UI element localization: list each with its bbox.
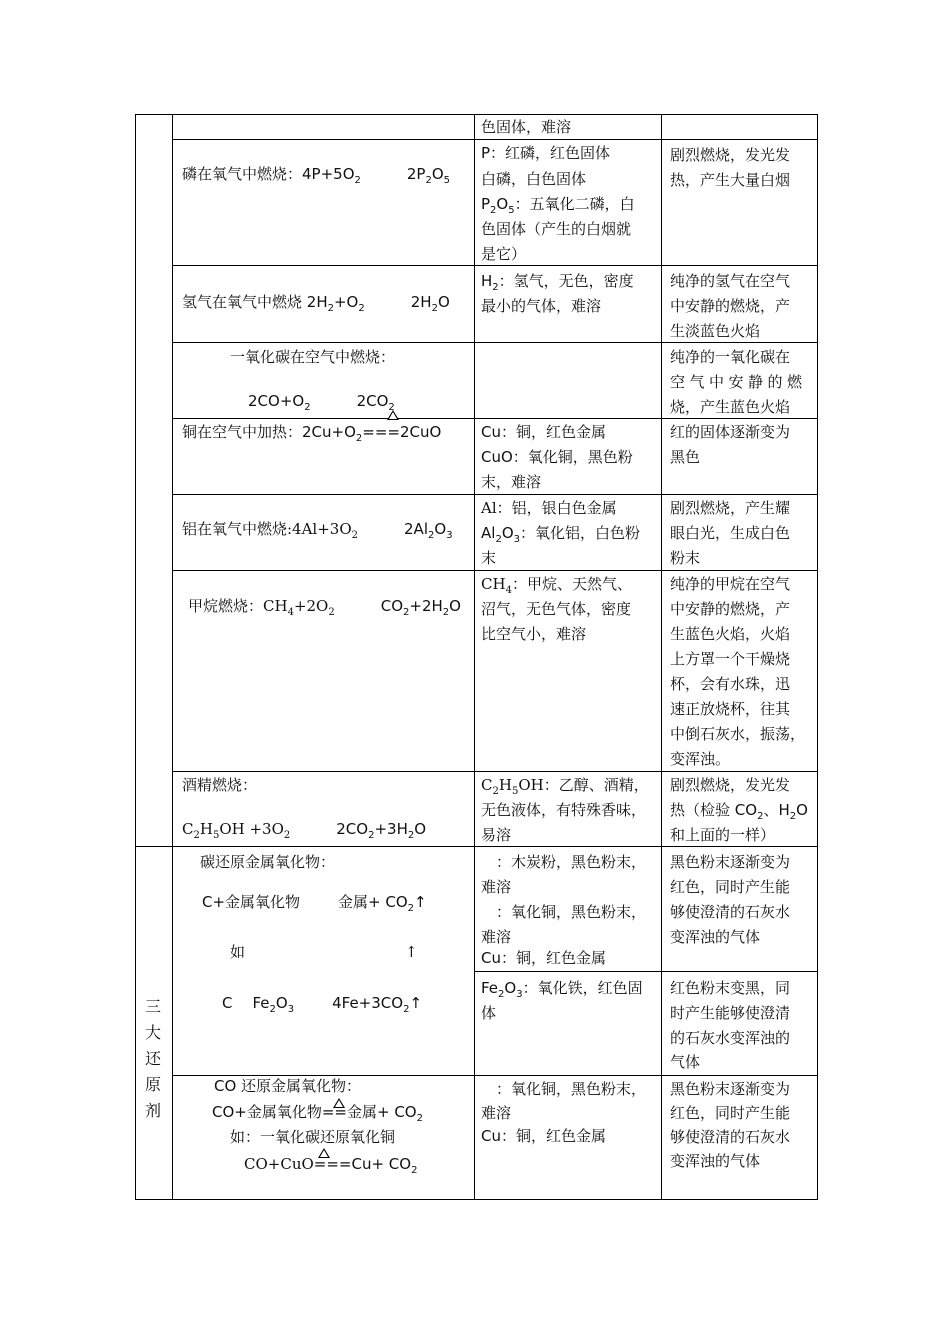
co-example-equation: $CO+CuO===Cu+ CO_2$ (244, 1155, 418, 1176)
iron-oxide-desc-1: $Fe_2O_3$：氧化铁，红色固 (481, 979, 643, 1000)
row6-phen-5: 杯，会有水珠，迅 (670, 675, 791, 693)
section-label: 三 大 还 原 剂 (144, 997, 161, 1120)
table-border-left (135, 114, 136, 1200)
row2-equation: 氢气在氧气中燃烧 $2H_2+O_2$ $2H_2O$ (182, 293, 450, 314)
carbon-general-equation: C+金属氧化物 金属+ $CO_2↑$ (202, 893, 427, 914)
row1-phen-2: 热，产生大量白烟 (670, 171, 791, 189)
row6-phen-8: 变浑浊。 (670, 750, 731, 768)
table-border-right (817, 114, 818, 1200)
row6-phen-7: 中倒石灰水，振荡， (670, 725, 806, 743)
table-col-line-1 (172, 114, 173, 1200)
row6-phen-4: 上方罩一个干燥烧 (670, 650, 791, 668)
co-phen-3: 够使澄清的石灰水 (670, 1128, 791, 1146)
carbon-desc-4: 难溶 (481, 928, 512, 946)
carbon-desc-1: ：木炭粉，黑色粉末， (496, 853, 647, 871)
row0-desc: 色固体，难溶 (481, 118, 572, 136)
row4-phen-1: 红的固体逐渐变为 (670, 423, 791, 441)
co-desc-1: ：氧化铜，黑色粉末， (496, 1080, 647, 1098)
heat-triangle-icon (318, 1148, 330, 1158)
iron-oxide-phen-4: 气体 (670, 1053, 701, 1071)
row1-desc-5: 是它） (481, 245, 527, 263)
row1-desc-2: 白磷，白色固体 (481, 170, 587, 188)
row3-equation: 一氧化碳在空气中燃烧： (230, 348, 396, 366)
co-desc-3: Cu：铜，红色金属 (481, 1127, 606, 1145)
row3-phen-2: 空气中安静的燃 (670, 373, 807, 391)
row1-desc-4: 色固体（产生的白烟就 (481, 220, 632, 238)
co-title: CO 还原金属氧化物： (214, 1077, 362, 1095)
row2-phen-2: 中安静的燃烧，产 (670, 297, 791, 315)
row7-phen-1: 剧烈燃烧，发光发 (670, 776, 791, 794)
row2-desc-1: $H_2$：氢气，无色，密度 (481, 272, 634, 293)
co-example-label: 如：一氧化碳还原氧化铜 (230, 1128, 396, 1146)
row1-desc-3: $P_2O_5$：五氧化二磷，白 (481, 195, 635, 216)
row1-equation: 磷在氧气中燃烧：$4P+5O_2$ $2P_2O_5$ (182, 165, 451, 186)
row6-equation: 甲烷燃烧：$CH_4+2O_2$ $CO_2+2H_2O$ (188, 597, 461, 618)
row1-desc-1: P：红磷，红色固体 (481, 144, 611, 162)
co-phen-4: 变浑浊的气体 (670, 1152, 761, 1170)
row4-phen-2: 黑色 (670, 448, 701, 466)
carbon-phen-1: 黑色粉末逐渐变为 (670, 853, 791, 871)
row7-desc-3: 易溶 (481, 826, 512, 844)
row7-equation: 酒精燃烧： (182, 776, 258, 794)
row6-phen-6: 速正放烧杯，往其 (670, 700, 791, 718)
row7-desc-1: $C_2H_5OH$：乙醇、酒精， (481, 776, 649, 797)
row5-phen-2: 眼白光，生成白色 (670, 524, 791, 542)
row7-phen-3: 和上面的一样） (670, 826, 776, 844)
row2-phen-3: 生淡蓝色火焰 (670, 322, 761, 340)
co-desc-2: 难溶 (481, 1104, 512, 1122)
row7-desc-2: 无色液体，有特殊香味， (481, 801, 647, 819)
row2-phen-1: 纯净的氢气在空气 (670, 272, 791, 290)
row5-phen-1: 剧烈燃烧，产生耀 (670, 499, 791, 517)
carbon-example-equation: C $Fe_2O_3$ $4Fe+3CO_2↑$ (222, 994, 423, 1015)
row-line (474, 971, 818, 972)
iron-oxide-desc-2: 体 (481, 1004, 497, 1022)
row5-equation: 铝在氧气中燃烧$:4Al+3O_2$ $2Al_2O_3$ (182, 520, 453, 541)
row1-phen-1: 剧烈燃烧，发光发 (670, 146, 791, 164)
row6-desc-2: 沼气，无色气体，密度 (481, 600, 632, 618)
row4-desc-2: CuO：氧化铜，黑色粉 (481, 448, 633, 466)
row3-phen-3: 烧，产生蓝色火焰 (670, 398, 791, 416)
row6-desc-1: $CH_4$：甲烷、天然气、 (481, 575, 632, 596)
carbon-phen-4: 变浑浊的气体 (670, 928, 761, 946)
table-col-line-2 (474, 114, 475, 1200)
row5-desc-2: $Al_2O_3$：氧化铝，白色粉 (481, 524, 641, 545)
carbon-phen-2: 红色，同时产生能 (670, 878, 791, 896)
row4-desc-1: Cu：铜，红色金属 (481, 423, 606, 441)
iron-oxide-phen-2: 时产生能够使澄清 (670, 1004, 791, 1022)
co-general-equation: CO+金属氧化物==金属+ $CO_2$ (212, 1103, 423, 1124)
table-col-line-3 (661, 114, 662, 1200)
iron-oxide-phen-1: 红色粉末变黑，同 (670, 979, 791, 997)
row3-equation-formula: $2CO+O_2$ $2CO_2$ (248, 392, 395, 413)
heat-triangle-icon (387, 410, 399, 420)
carbon-phen-3: 够使澄清的石灰水 (670, 903, 791, 921)
row2-desc-2: 最小的气体，难溶 (481, 297, 602, 315)
row3-phen-1: 纯净的一氧化碳在 (670, 348, 791, 366)
carbon-desc-5: Cu：铜，红色金属 (481, 949, 606, 967)
row7-phen-2: 热（检验 $CO_2$、$H_2O$ (670, 801, 808, 822)
row6-phen-3: 生蓝色火焰，火焰 (670, 625, 791, 643)
table-border-top (135, 114, 818, 115)
co-phen-2: 红色，同时产生能 (670, 1104, 791, 1122)
carbon-desc-3: ：氧化铜，黑色粉末， (496, 903, 647, 921)
carbon-desc-2: 难溶 (481, 878, 512, 896)
row6-phen-2: 中安静的燃烧，产 (670, 600, 791, 618)
row4-desc-3: 末，难溶 (481, 473, 542, 491)
co-phen-1: 黑色粉末逐渐变为 (670, 1080, 791, 1098)
row5-desc-1: Al：铝，银白色金属 (481, 499, 617, 517)
carbon-title: 碳还原金属氧化物： (200, 853, 336, 871)
row6-phen-1: 纯净的甲烷在空气 (670, 575, 791, 593)
row4-equation: 铜在空气中加热：$2Cu+O_2===2CuO$ (182, 423, 442, 444)
row5-phen-3: 粉末 (670, 549, 701, 567)
table-border-bottom (135, 1199, 818, 1200)
row6-desc-3: 比空气小，难溶 (481, 625, 587, 643)
iron-oxide-phen-3: 的石灰水变浑浊的 (670, 1029, 791, 1047)
carbon-example-label: 如 ↑ (230, 943, 418, 961)
row7-equation-formula: $C_2H_5OH +3O_2$ $2CO_2+3H_2O$ (182, 820, 427, 841)
heat-triangle-icon (333, 1098, 345, 1108)
row5-desc-3: 末 (481, 549, 497, 567)
